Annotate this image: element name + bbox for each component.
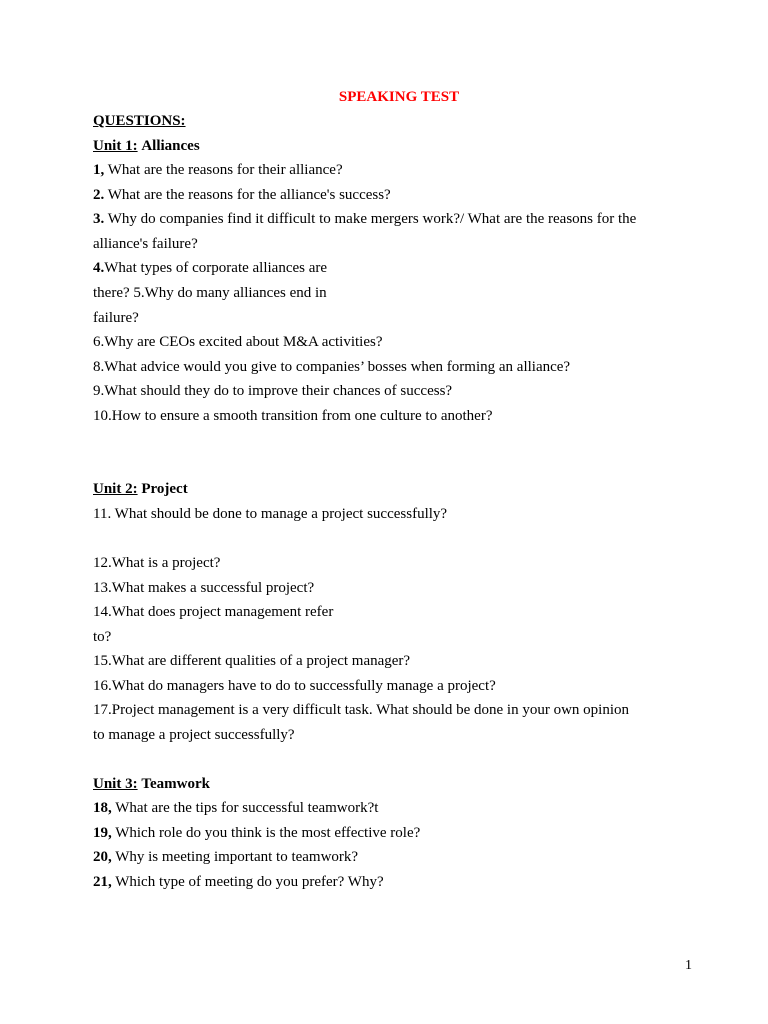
- question-number: 19,: [93, 825, 112, 841]
- question-line: [93, 677, 496, 695]
- question-text: What are the reasons for their alliance?: [104, 162, 343, 178]
- question-text: 13.What makes a successful project?: [93, 580, 315, 596]
- question-line: [93, 701, 629, 719]
- question-line: [93, 628, 111, 646]
- question-line: [93, 259, 327, 277]
- question-line: [93, 358, 570, 376]
- question-text: 6.Why are CEOs excited about M&A activities?: [93, 334, 383, 350]
- question-line: [93, 579, 314, 597]
- question-line: [93, 235, 198, 253]
- question-line: [93, 161, 343, 179]
- question-line: [93, 382, 452, 400]
- question-line: [93, 726, 295, 744]
- unit-name: Alliances: [141, 138, 200, 154]
- question-text: What are the tips for successful teamwork?t: [111, 800, 379, 816]
- question-text: Why do companies find it difficult to make mergers work?/ What are the reasons for the: [104, 211, 637, 227]
- question-text: 14.What does project management refer: [93, 604, 334, 620]
- question-number: 21,: [93, 874, 112, 890]
- question-text: 10.How to ensure a smooth transition from one culture to another?: [93, 408, 493, 424]
- question-text: to?: [93, 629, 112, 645]
- question-line: [93, 554, 220, 572]
- question-line: [93, 210, 636, 228]
- question-line: [93, 309, 139, 327]
- question-line: [93, 848, 358, 866]
- question-text: 11. What should be done to manage a project successfully?: [93, 506, 448, 522]
- question-text: alliance's failure?: [93, 236, 198, 252]
- question-text: Which role do you think is the most effective role?: [111, 825, 421, 841]
- question-line: [93, 186, 391, 204]
- question-text: 16.What do managers have to do to successfully manage a project?: [93, 678, 496, 694]
- question-number: 20,: [93, 849, 112, 865]
- question-line: [93, 799, 378, 817]
- question-text: 8.What advice would you give to companies’ bosses when forming an alliance?: [93, 359, 571, 375]
- unit-heading: [93, 480, 188, 498]
- question-line: [93, 652, 410, 670]
- question-number: 3.: [93, 211, 105, 227]
- unit-label: Unit 1:: [93, 138, 138, 154]
- question-line: [93, 505, 447, 523]
- question-text: 15.What are different qualities of a project manager?: [93, 653, 411, 669]
- question-number: 18,: [93, 800, 112, 816]
- unit-label: Unit 3:: [93, 776, 138, 792]
- question-line: [93, 873, 384, 891]
- question-text: Why is meeting important to teamwork?: [111, 849, 359, 865]
- question-text: What types of corporate alliances are: [104, 260, 328, 276]
- question-line: [93, 284, 327, 302]
- question-text: 9.What should they do to improve their chances of success?: [93, 383, 453, 399]
- unit-label: Unit 2:: [93, 481, 138, 497]
- question-text: 12.What is a project?: [93, 555, 221, 571]
- question-text: 17.Project management is a very difficult task. What should be done in your own opinion: [93, 702, 630, 718]
- page-number: 1: [685, 958, 692, 973]
- question-text: there? 5.Why do many alliances end in: [93, 285, 327, 301]
- unit-name: Teamwork: [141, 776, 210, 792]
- question-text: What are the reasons for the alliance's success?: [104, 187, 391, 203]
- question-number: 1,: [93, 162, 105, 178]
- question-line: [93, 603, 333, 621]
- document-title: SPEAKING TEST: [338, 89, 460, 105]
- unit-heading: [93, 775, 210, 793]
- question-line: [93, 333, 383, 351]
- unit-heading: [93, 137, 200, 155]
- question-line: [93, 407, 493, 425]
- question-text: to manage a project successfully?: [93, 727, 295, 743]
- question-number: 4.: [93, 260, 105, 276]
- question-line: [93, 824, 420, 842]
- question-text: failure?: [93, 310, 139, 326]
- question-text: Which type of meeting do you prefer? Why?: [111, 874, 384, 890]
- unit-name: Project: [141, 481, 188, 497]
- questions-heading: QUESTIONS:: [93, 113, 186, 129]
- question-number: 2.: [93, 187, 105, 203]
